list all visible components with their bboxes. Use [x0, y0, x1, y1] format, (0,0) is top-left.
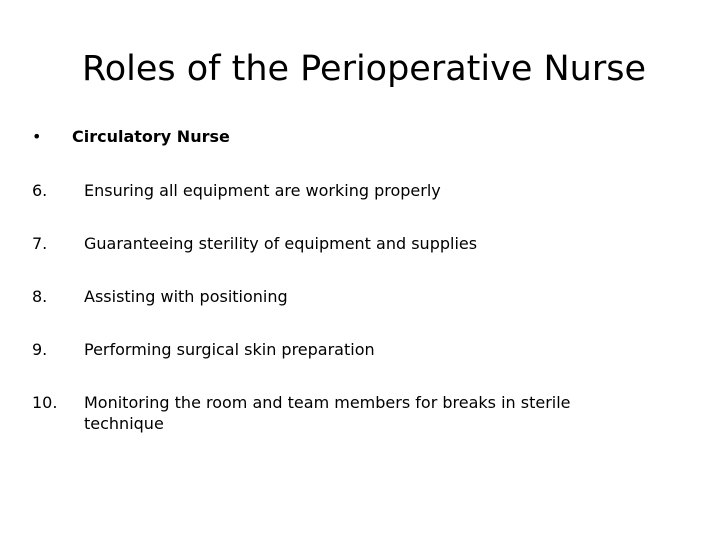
- list-item: [32, 233, 682, 254]
- list-number: 8.: [32, 287, 48, 306]
- list-number: 10.: [32, 393, 58, 412]
- list-text: Ensuring all equipment are working properly: [84, 181, 441, 200]
- list-item: [32, 286, 682, 307]
- bullet-text: Circulatory Nurse: [72, 127, 230, 146]
- slide-title: Roles of the Perioperative Nurse: [81, 49, 647, 89]
- list-text: Assisting with positioning: [84, 287, 288, 306]
- bullet-marker: •: [32, 127, 42, 146]
- list-number: 6.: [32, 181, 48, 200]
- list-number: 7.: [32, 234, 48, 253]
- list-item: [32, 180, 682, 201]
- slide-content: [32, 126, 682, 466]
- list-number: 9.: [32, 340, 48, 359]
- list-text: Guaranteeing sterility of equipment and supplies: [84, 234, 478, 253]
- list-item: [32, 339, 682, 360]
- bullet-item: [32, 126, 682, 148]
- list-item: [32, 392, 682, 434]
- list-text: Monitoring the room and team members for breaks in sterile technique: [84, 393, 571, 433]
- list-text: Performing surgical skin preparation: [84, 340, 375, 359]
